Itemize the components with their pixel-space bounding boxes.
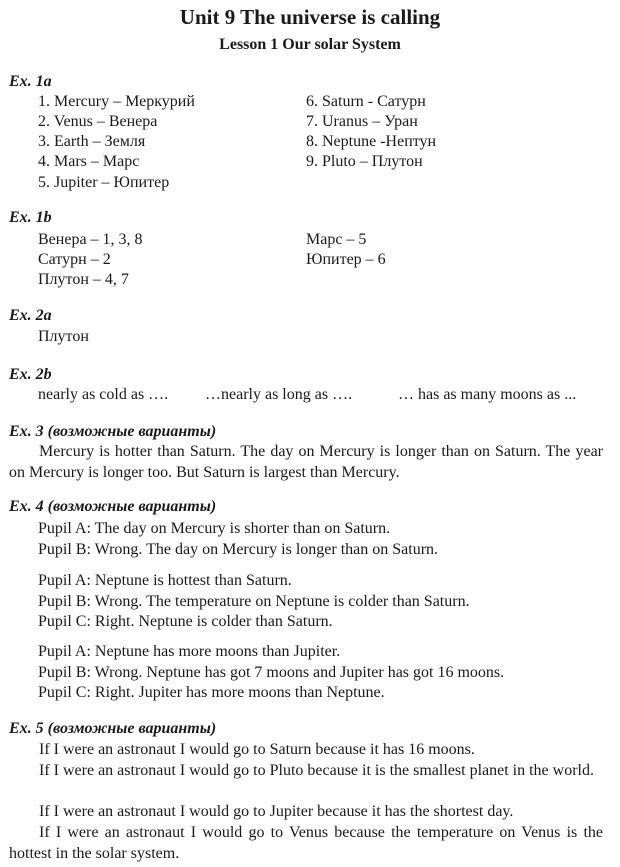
ex1a-heading: Ex. 1a	[9, 73, 52, 90]
answer-item: Марс – 5	[306, 231, 367, 248]
dialogue-line: Pupil A: Neptune has more moons than Jupiter.	[38, 643, 341, 660]
ex5-paragraph: If I were an astronaut I would go to Jupiter because it has the shortest day.	[39, 803, 514, 820]
answer-item: Плутон – 4, 7	[38, 271, 129, 288]
dialogue-line: Pupil B: Wrong. The temperature on Neptune is colder than Saturn.	[38, 593, 470, 610]
answer-item: Юпитер – 6	[306, 251, 386, 268]
ex2b-heading: Ex. 2b	[9, 366, 52, 383]
planet-item: 6. Saturn - Сатурн	[306, 93, 426, 110]
ex5-paragraph: If I were an astronaut I would go to Venus because the temperature on Venus is the hottest in the solar system.	[9, 824, 603, 862]
ex5-heading: Ex. 5 (возможные варианты)	[9, 720, 217, 737]
phrase: …nearly as long as ….	[205, 386, 353, 403]
dialogue-line: Pupil B: Wrong. Neptune has got 7 moons and Jupiter has got 16 moons.	[38, 664, 505, 681]
phrase: nearly as cold as ….	[38, 386, 169, 403]
lesson-title: Lesson 1 Our solar System	[219, 36, 401, 53]
answer-text: Плутон	[38, 328, 89, 345]
ex5-paragraph: If I were an astronaut I would go to Pluto because it is the smallest planet in the world.	[39, 762, 594, 779]
page-title: Unit 9 The universe is calling	[179, 5, 441, 29]
dialogue-line: Pupil A: The day on Mercury is shorter than on Saturn.	[38, 520, 391, 537]
planet-item: 5. Jupiter – Юпитер	[38, 174, 170, 191]
answer-item: Венера – 1, 3, 8	[38, 231, 143, 248]
ex4-heading: Ex. 4 (возможные варианты)	[9, 498, 217, 515]
planet-item: 2. Venus – Венера	[38, 113, 158, 130]
ex1b-heading: Ex. 1b	[9, 209, 52, 226]
ex3-heading: Ex. 3 (возможные варианты)	[9, 423, 217, 440]
planet-item: 8. Neptune -Нептун	[306, 133, 437, 150]
dialogue-line: Pupil A: Neptune is hottest than Saturn.	[38, 572, 292, 589]
ex2a-heading: Ex. 2a	[9, 307, 52, 324]
dialogue-line: Pupil C: Right. Jupiter has more moons than Neptune.	[38, 684, 385, 701]
ex3-paragraph: Mercury is hotter than Saturn. The day on Mercury is longer than on Saturn. The year on Mercury is longer too. But Saturn is largest than Mercury.	[9, 443, 603, 481]
planet-item: 4. Mars – Марс	[38, 153, 140, 170]
dialogue-line: Pupil B: Wrong. The day on Mercury is longer than on Saturn.	[38, 541, 439, 558]
phrase: … has as many moons as ...	[398, 386, 577, 403]
ex5-paragraph: If I were an astronaut I would go to Saturn because it has 16 moons.	[39, 741, 475, 758]
planet-item: 9. Pluto – Плутон	[306, 153, 423, 170]
planet-item: 3. Earth – Земля	[38, 133, 146, 150]
planet-item: 1. Mercury – Меркурий	[38, 93, 195, 110]
dialogue-line: Pupil C: Right. Neptune is colder than Saturn.	[38, 613, 333, 630]
answer-item: Сатурн – 2	[38, 251, 111, 268]
planet-item: 7. Uranus – Уран	[306, 113, 418, 130]
